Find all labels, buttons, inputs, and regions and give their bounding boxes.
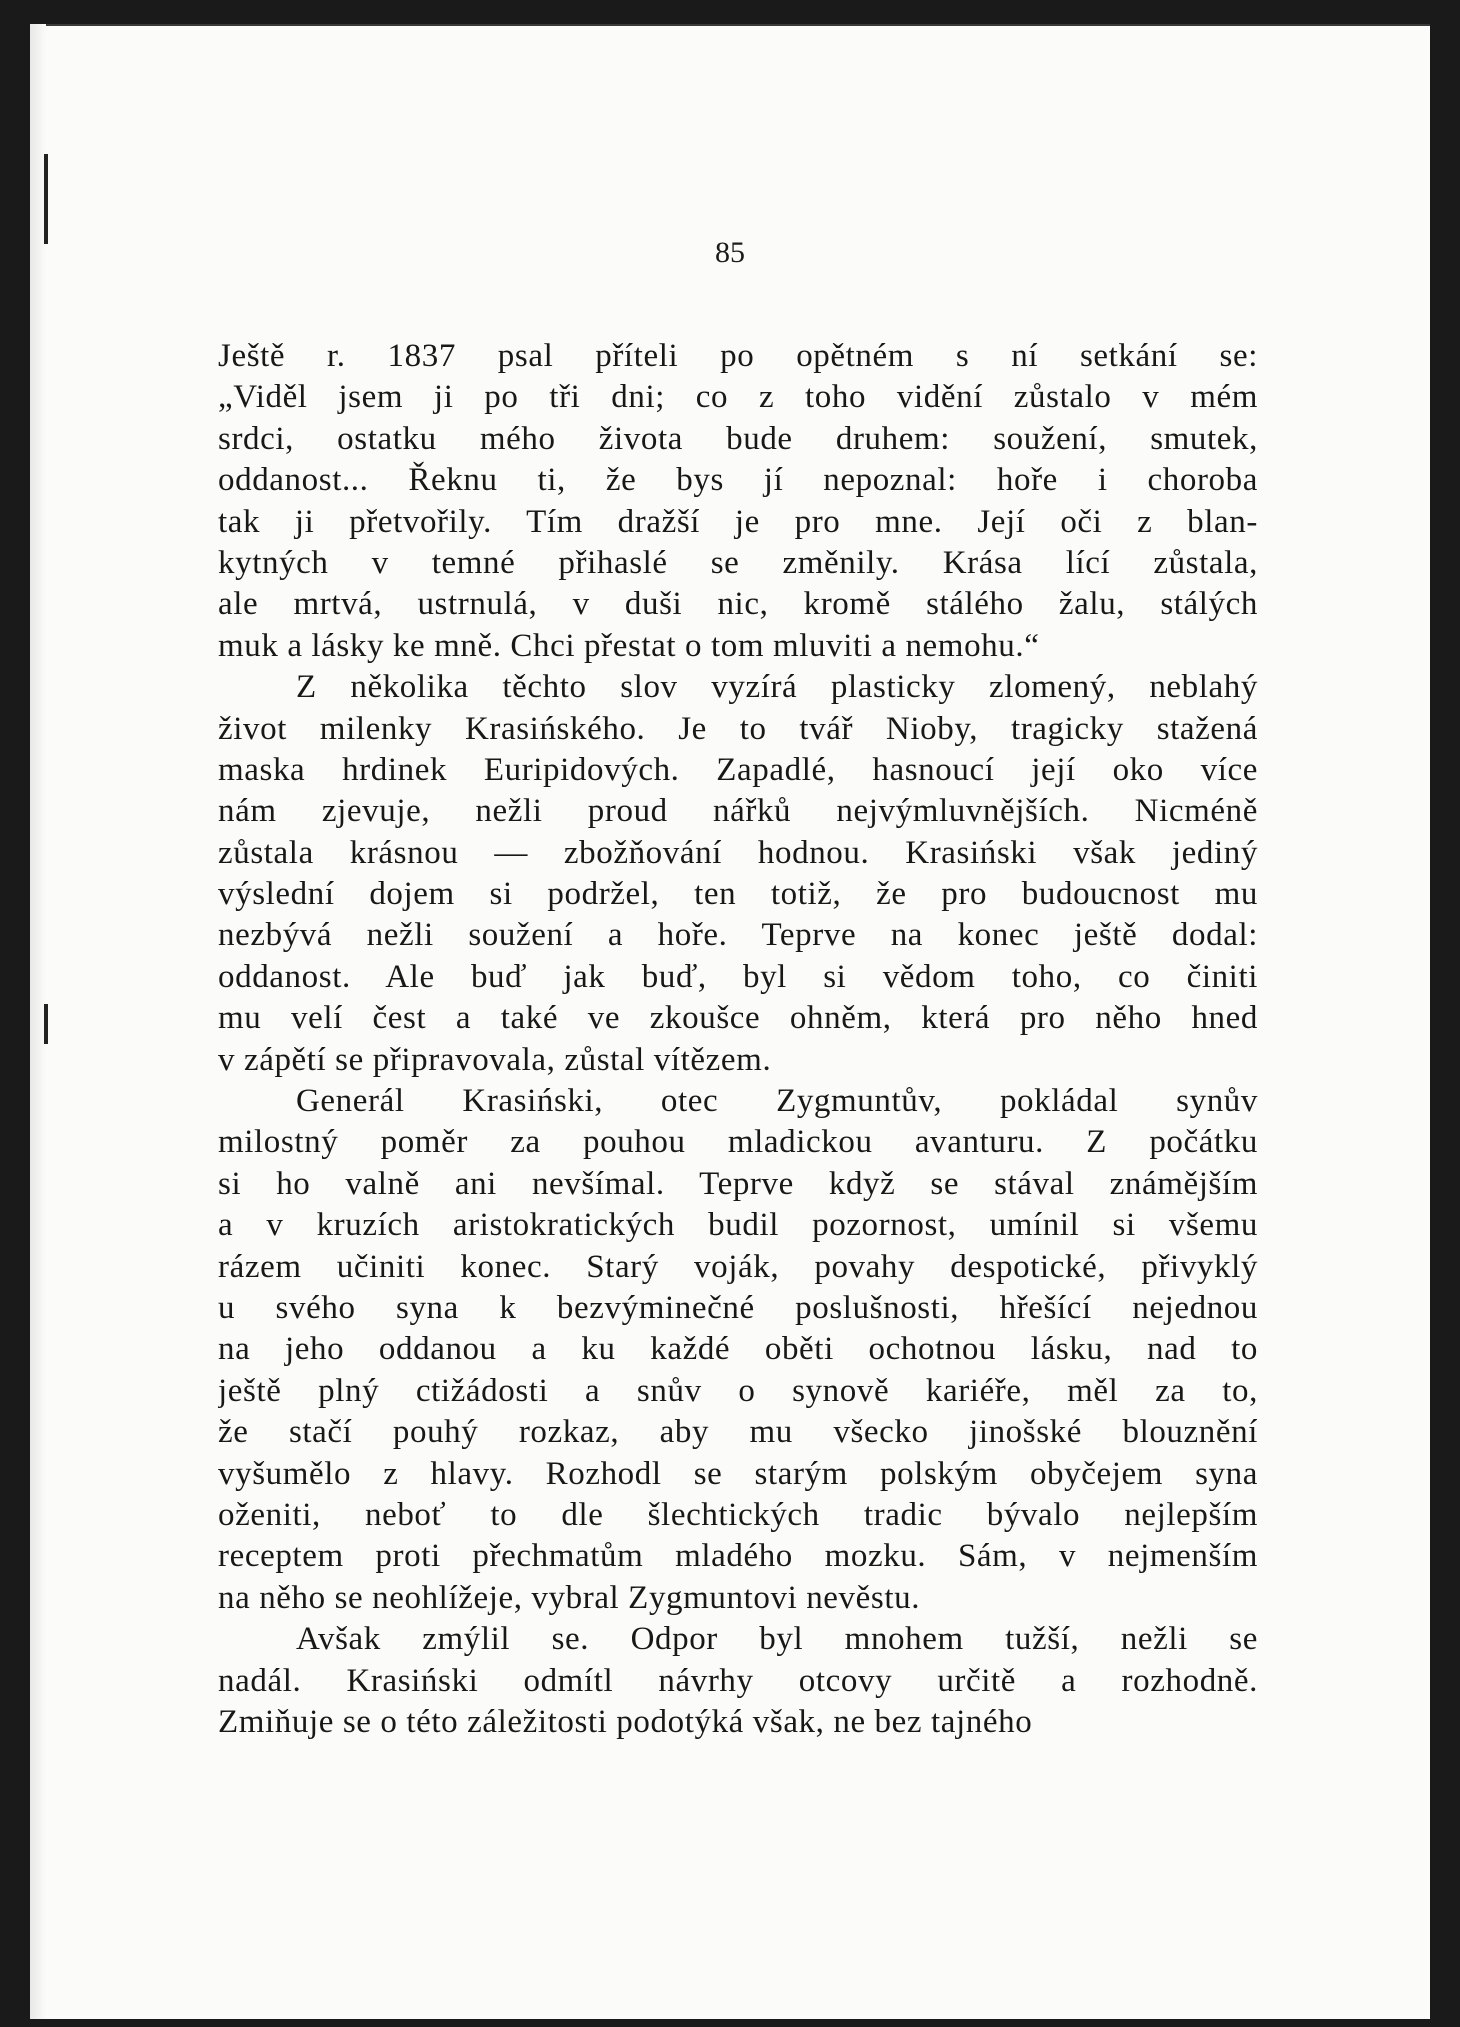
text-line: maska hrdinek Euripidových. Zapadlé, hasnoucí její oko více bbox=[218, 751, 1258, 788]
text-line: oddanost... Řeknu ti, že bys jí nepoznal: hoře i choroba bbox=[218, 462, 1258, 499]
text-line: Ještě r. 1837 psal příteli po opětném s ní setkání se: bbox=[218, 338, 1258, 374]
text-line: nadál. Krasiński odmítl návrhy otcovy určitě a rozhodně. bbox=[218, 1662, 1258, 1699]
text-line: nezbývá nežli soužení a hoře. Teprve na konec ještě dodal: bbox=[218, 917, 1258, 954]
text-line: na něho se neohlížeje, vybral Zygmuntovi nevěstu. bbox=[218, 1579, 921, 1616]
text-line: že stačí pouhý rozkaz, aby mu všecko jinošské blouznění bbox=[218, 1414, 1258, 1451]
text-line: Zmiňuje se o této záležitosti podotýká však, ne bez tajného bbox=[218, 1703, 1033, 1740]
text-line: ještě plný ctižádosti a snův o synově kariéře, měl za to, bbox=[218, 1372, 1258, 1409]
text-line: oženiti, neboť to dle šlechtických tradic bývalo nejlepším bbox=[218, 1496, 1258, 1533]
text-line: zůstala krásnou — zbožňování hodnou. Krasiński však jediný bbox=[218, 834, 1258, 871]
text-line: tak ji přetvořily. Tím dražší je pro mne. Její oči z blan- bbox=[218, 503, 1258, 540]
text-line: u svého syna k bezvýminečné poslušnosti, hřešící nejednou bbox=[218, 1289, 1258, 1326]
text-line: nám zjevuje, nežli proud nářků nejvýmluvnějších. Nicméně bbox=[218, 793, 1258, 830]
text-line: oddanost. Ale buď jak buď, byl si vědom toho, co činiti bbox=[218, 958, 1258, 995]
text-line: v zápětí se připravovala, zůstal vítězem. bbox=[218, 1041, 772, 1078]
text-line: rázem učiniti konec. Starý voják, povahy despotické, přivyklý bbox=[218, 1248, 1258, 1285]
text-line: na jeho oddanou a ku každé oběti ochotnou lásku, nad to bbox=[218, 1331, 1258, 1368]
text-line: „Viděl jsem ji po tři dni; co z toho vidění zůstalo v mém bbox=[218, 379, 1258, 416]
text-line: mu velí čest a také ve zkoušce ohněm, která pro něho hned bbox=[218, 1000, 1258, 1037]
binding-mark bbox=[44, 1004, 48, 1044]
text-line: a v kruzích aristokratických budil pozornost, umínil si všemu bbox=[218, 1207, 1258, 1244]
text-line: život milenky Krasińského. Je to tvář Nioby, tragicky stažená bbox=[218, 710, 1258, 747]
text-line: Generál Krasiński, otec Zygmuntův, pokládal synův bbox=[296, 1083, 1258, 1120]
text-line: vyšumělo z hlavy. Rozhodl se starým polským obyčejem syna bbox=[218, 1455, 1258, 1492]
text-line: si ho valně ani nevšímal. Teprve když se stával známějším bbox=[218, 1165, 1258, 1202]
binding-mark bbox=[44, 154, 48, 244]
book-page bbox=[30, 24, 1430, 2019]
page-number: 85 bbox=[715, 236, 745, 269]
text-line: Avšak zmýlil se. Odpor byl mnohem tužší, nežli se bbox=[296, 1621, 1258, 1658]
text-line: výslední dojem si podržel, ten totiž, že pro budoucnost mu bbox=[218, 876, 1258, 913]
text-line: kytných v temné přihaslé se změnily. Krása lící zůstala, bbox=[218, 544, 1258, 581]
text-line: ale mrtvá, ustrnulá, v duši nic, kromě stálého žalu, stálých bbox=[218, 586, 1258, 623]
text-line: srdci, ostatku mého života bude druhem: soužení, smutek, bbox=[218, 420, 1258, 457]
text-line: Z několika těchto slov vyzírá plasticky zlomený, neblahý bbox=[296, 669, 1258, 706]
text-line: receptem proti přechmatům mladého mozku. Sám, v nejmenším bbox=[218, 1538, 1258, 1575]
text-line: muk a lásky ke mně. Chci přestat o tom mluviti a nemohu.“ bbox=[218, 627, 1040, 664]
body-text bbox=[218, 336, 1258, 1743]
text-line: milostný poměr za pouhou mladickou avanturu. Z počátku bbox=[218, 1124, 1258, 1161]
